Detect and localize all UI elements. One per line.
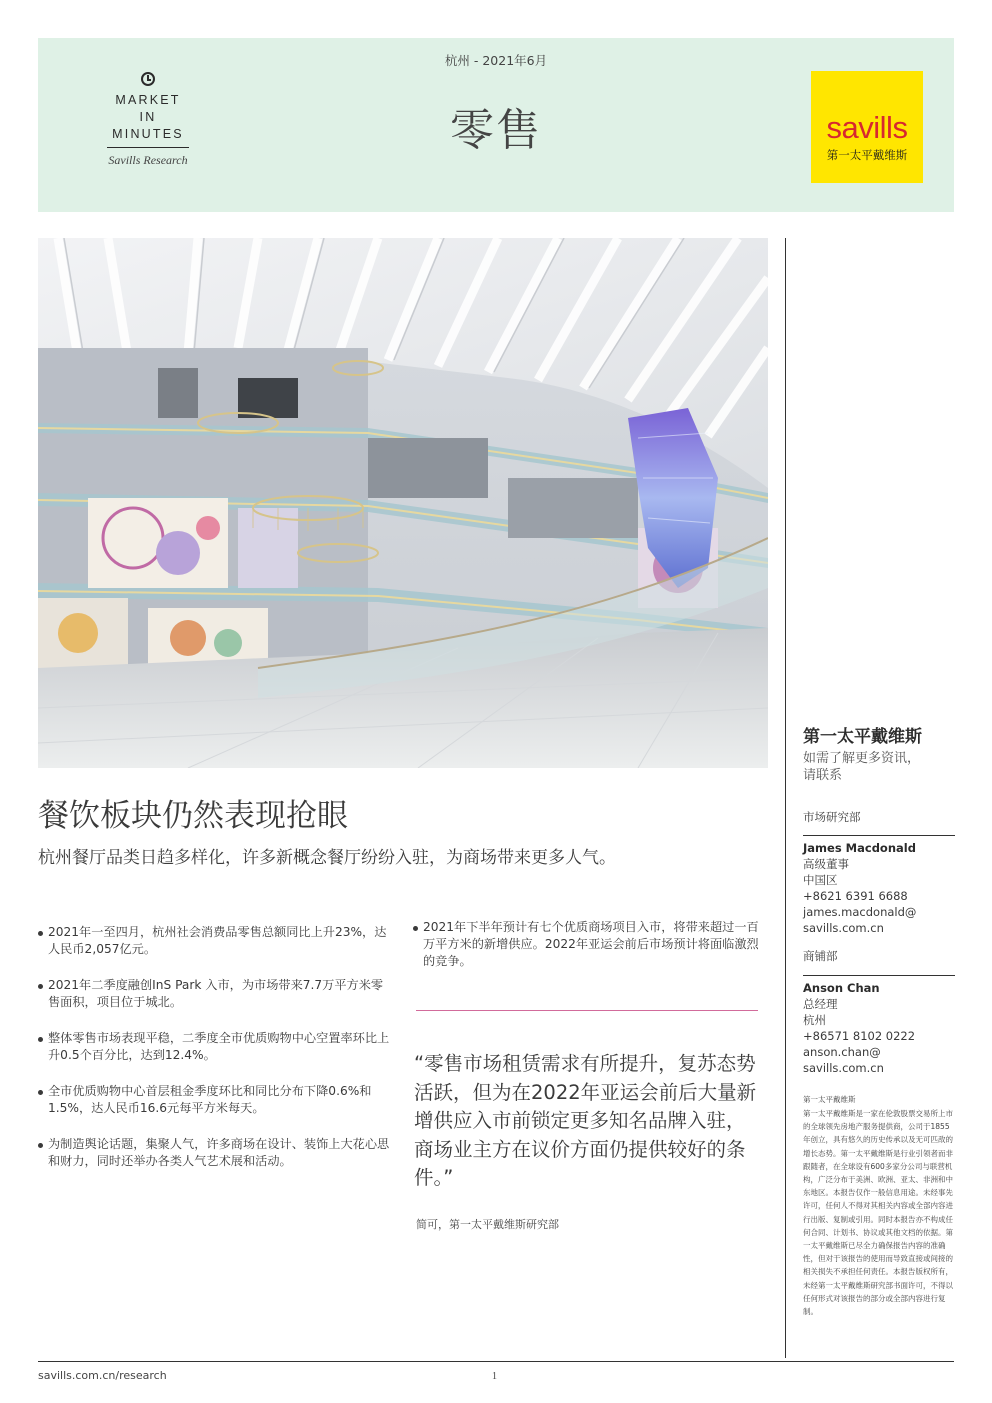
brand-line-1: MARKET (115, 93, 181, 107)
mall-photo-illustration (38, 238, 768, 768)
page-title: 零售 (450, 105, 542, 156)
pull-quote: “零售市场租赁需求有所提升，复苏态势活跃，但为在2022年亚运会前后大量新增供应入市前锁定更多知名品牌入驻，商场业主方在议价方面仍提供较好的条件。” (414, 1052, 757, 1189)
brand-line-3: MINUTES (112, 127, 184, 141)
contact-role: 总经理 (803, 997, 838, 1011)
sidebar-subtitle (803, 750, 955, 784)
contact-email-line-1[interactable]: james.macdonald@ (803, 905, 917, 919)
sidebar-title: 第一太平戴维斯 (803, 727, 922, 747)
contact-phone[interactable]: +86571 8102 0222 (803, 1029, 916, 1043)
header-band (38, 38, 954, 212)
sidebar-divider (803, 835, 955, 836)
contact-region: 中国区 (803, 873, 838, 887)
contact-email-line-2[interactable]: savills.com.cn (803, 1061, 884, 1075)
list-item: 整体零售市场表现平稳，二季度全市优质购物中心空置率环比上升0.5个百分比，达到12.4%。 (38, 1030, 393, 1064)
brand-subtitle: Savills Research (108, 153, 188, 167)
contact-email-line-2[interactable]: savills.com.cn (803, 921, 884, 935)
contact-role: 高级董事 (803, 857, 849, 871)
highlights-list-right (413, 919, 763, 989)
sidebar-subtitle-line-2: 请联系 (803, 768, 843, 783)
contact-phone[interactable]: +8621 6391 6688 (803, 889, 908, 903)
mall-interior-photo (38, 238, 768, 768)
list-item: 2021年下半年预计有七个优质商场项目入市，将带来超过一百万平方米的新增供应。2022年亚运会前后市场预计将面临激烈的竞争。 (413, 919, 763, 970)
contact-card (803, 980, 955, 1076)
list-item: 2021年一至四月，杭州社会消费品零售总额同比上升23%，达人民币2,057亿元。 (38, 924, 393, 958)
contact-email-line-1[interactable]: anson.chan@ (803, 1045, 881, 1059)
sidebar-divider (803, 975, 955, 976)
disclaimer-title: 第一太平戴维斯 (803, 1095, 856, 1104)
logo-chinese-name: 第一太平戴维斯 (826, 148, 908, 162)
list-item: 全市优质购物中心首层租金季度环比和同比分布下降0.6%和1.5%，达人民币16.6元每平方米每天。 (38, 1083, 393, 1117)
footer-divider (38, 1361, 954, 1362)
headline: 餐饮板块仍然表现抢眼 (38, 798, 348, 834)
contact-region: 杭州 (803, 1013, 826, 1027)
clock-icon (141, 72, 155, 86)
dateline: 杭州 - 2021年6月 (444, 53, 548, 68)
page-number: 1 (492, 1371, 497, 1382)
list-item: 2021年二季度融创InS Park 入市，为市场带来7.7万平方米零售面积，项目位于城北。 (38, 977, 393, 1011)
savills-logo (811, 71, 923, 183)
contact-name: Anson Chan (803, 981, 880, 995)
quote-divider (416, 1010, 758, 1011)
column-divider (785, 238, 786, 1358)
subheadline: 杭州餐厅品类日趋多样化，许多新概念餐厅纷纷入驻，为商场带来更多人气。 (38, 848, 616, 868)
brand-line-2: IN (139, 110, 157, 124)
footer-url-link[interactable]: savills.com.cn/research (38, 1369, 167, 1382)
contact-name: James Macdonald (803, 841, 916, 855)
contact-card (803, 840, 955, 936)
disclaimer-text: 第一太平戴维斯是一家在伦敦股票交易所上市的全球领先房地产服务提供商，公司于1855年创立，具有悠久的历史传承以及无可匹敌的增长态势。第一太平戴维斯是行业引领者而非跟随者，在全球设有600多家分公司与联营机构，广泛分布于美洲、欧洲、亚太、非洲和中东地区。本报告仅作一般信息用途。未经事先许可，任何人不得对其相关内容或全部内容进行出版、复制或引用。同时本报告亦不构成任何合同、计划书、协议或其他文档的依据。第一太平戴维斯已尽全力确保报告内容的准确性，但对于该报告的使用而导致直接或间接的相关损失不承担任何责任。本报告版权所有，未经第一太平戴维斯研究部书面许可，不得以任何形式对该报告的部分或全部内容进行复制。 (803, 1109, 953, 1317)
sidebar-subtitle-line-1: 如需了解更多资讯， (803, 751, 921, 766)
highlights-list-left (38, 924, 393, 1189)
quote-source: 简可，第一太平戴维斯研究部 (416, 1218, 559, 1231)
department-research: 市场研究部 (803, 810, 861, 824)
list-item: 为制造舆论话题，集聚人气，许多商场在设计、装饰上大花心思和财力，同时还举办各类人气艺术展和活动。 (38, 1136, 393, 1170)
logo-wordmark: savills (826, 110, 908, 145)
department-retail: 商铺部 (803, 949, 838, 963)
